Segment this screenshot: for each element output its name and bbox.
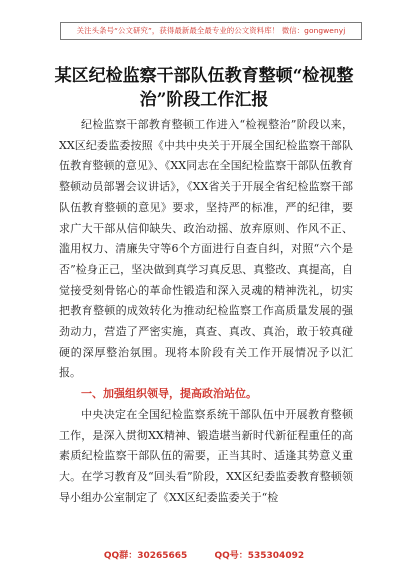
contact-footer (0, 548, 408, 561)
qq-group-text: QQ群：30265665 (103, 551, 188, 561)
document-body (59, 115, 353, 508)
intro-paragraph: 纪检监察干部教育整顿工作进入“检视整治”阶段以来，XX区纪委监委按照《中共中央关于开展全国纪检监察干部队伍教育整顿的意见》、《XX同志在全国纪检监察干部队伍教育整顿动员部署会议讲话》，《XX省关于开展全省纪检监察干部队伍教育整顿的意见》要求，坚持严的标准，严的纪律，要求广大干部从信仰缺失、政治动摇、放弃原则、作风不正、滥用权力、清廉失守等6个方面进行自查自纠，对照“六个是否”检身正己，坚决做到真学习真反思、真整改、真提高，自觉接受刻骨铭心的革命性锻造和深入灵魂的精神洗礼，切实把教育整顿的成效转化为推动纪检监察工作高质量发展的强劲动力，营造了严密实施，真查、真改、真治，敢于较真碰硬的深厚整治氛围。现将本阶段有关工作开展情况予以汇报。 (59, 118, 353, 380)
qq-number-text: QQ号：535304092 (214, 551, 305, 561)
section-heading: 一、加强组织领导，提高政治站位。 (81, 387, 257, 401)
document-title: 某区纪检监察干部队伍教育整顿“检视整治”阶段工作汇报 (54, 66, 354, 110)
section-paragraph: 中央决定在全国纪检监察系统干部队伍中开展教育整顿工作，是深入贯彻XX精神、锻造堪当新时代新征程重任的高素质纪检监察干部队伍的需要，正当其时、适逢其势意义重大。在学习教育及“回头看”阶段，XX区纪委监委教育整顿领导小组办公室制定了《XX区纪委监委关于“检 (59, 407, 353, 504)
promo-banner: 关注头条号“公文研究”，获得最新最全最专业的公文资料库！ 微信：gongwenyj (60, 22, 362, 40)
